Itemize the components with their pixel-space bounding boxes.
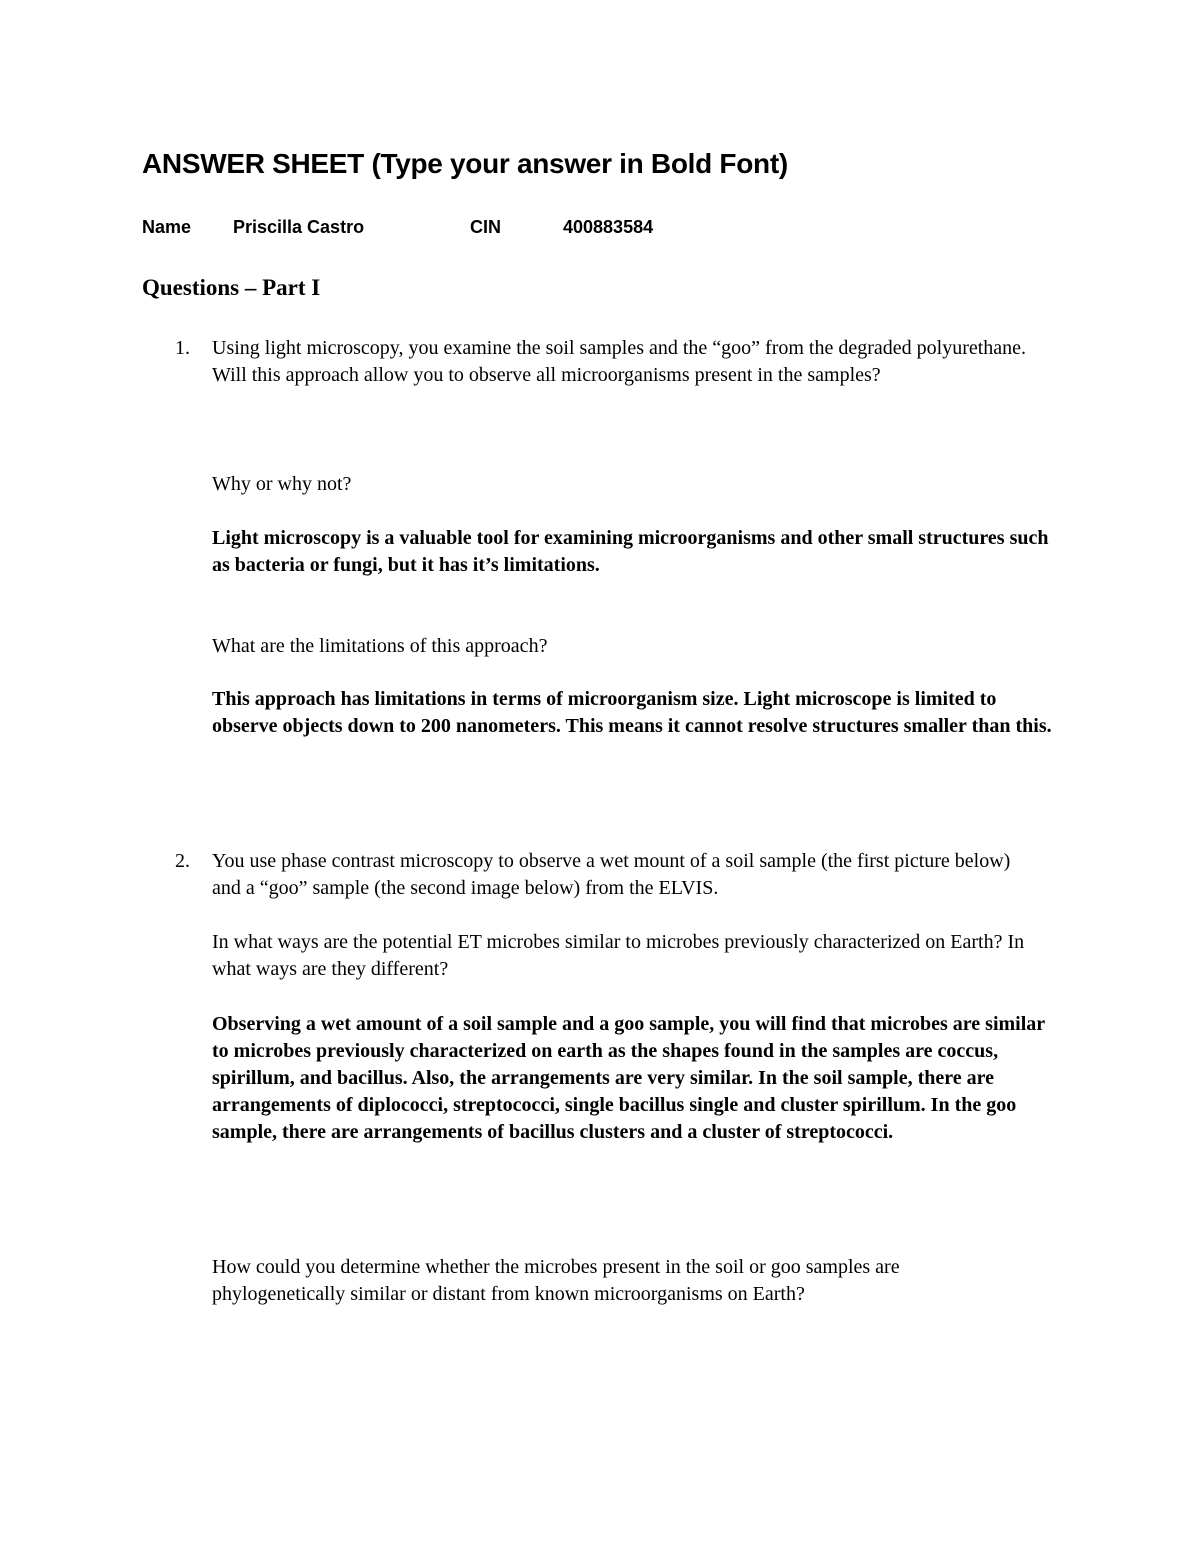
question-1-number: 1. — [175, 337, 190, 359]
question-2-answer-1[interactable]: Observing a wet amount of a soil sample and a goo sample, you will find that microbes are similar to microbes previously characterized on earth as the shapes found in the samples are coccus, spirillum, and bacillus. Also, the arrangements are very similar. In the soil sample, there are arrangements of diplococci, streptococci, single bacillus single and cluster spirillum. In the goo sample, there are arrangements of bacillus clusters and a cluster of streptococci. — [212, 1013, 1045, 1143]
cin-value[interactable]: 400883584 — [563, 217, 654, 237]
student-info-line — [142, 217, 672, 241]
question-2-phylogeny-prompt: How could you determine whether the microbes present in the soil or goo samples are phylogenetically similar or distant from known microorganisms on Earth? — [212, 1256, 900, 1305]
name-value[interactable]: Priscilla Castro — [233, 217, 365, 237]
section-heading: Questions – Part I — [142, 275, 321, 300]
page-title: ANSWER SHEET (Type your answer in Bold Font) — [142, 148, 788, 179]
question-1-text: Using light microscopy, you examine the soil samples and the “goo” from the degraded polyurethane. Will this approach allow you to observe all microorganisms present in the samples? — [212, 337, 1027, 386]
question-2-text: You use phase contrast microscopy to observe a wet mount of a soil sample (the first picture below) and a “goo” sample (the second image below) from the ELVIS. — [212, 850, 1011, 899]
question-1-answer-1[interactable]: Light microscopy is a valuable tool for examining microorganisms and other small structures such as bacteria or fungi, but it has it’s limitations. — [212, 527, 1049, 576]
question-1-why-prompt: Why or why not? — [212, 473, 352, 495]
question-1-limitations-prompt: What are the limitations of this approach? — [212, 635, 548, 657]
name-label: Name — [142, 217, 192, 237]
question-1-answer-2[interactable]: This approach has limitations in terms of microorganism size. Light microscope is limited to observe objects down to 200 nanometers. This means it cannot resolve structures smaller than this. — [212, 688, 1052, 737]
question-2-similarity-prompt: In what ways are the potential ET microbes similar to microbes previously characterized on Earth? In what ways are they different? — [212, 931, 1025, 980]
cin-label: CIN — [470, 217, 501, 237]
question-2-number: 2. — [175, 850, 190, 872]
